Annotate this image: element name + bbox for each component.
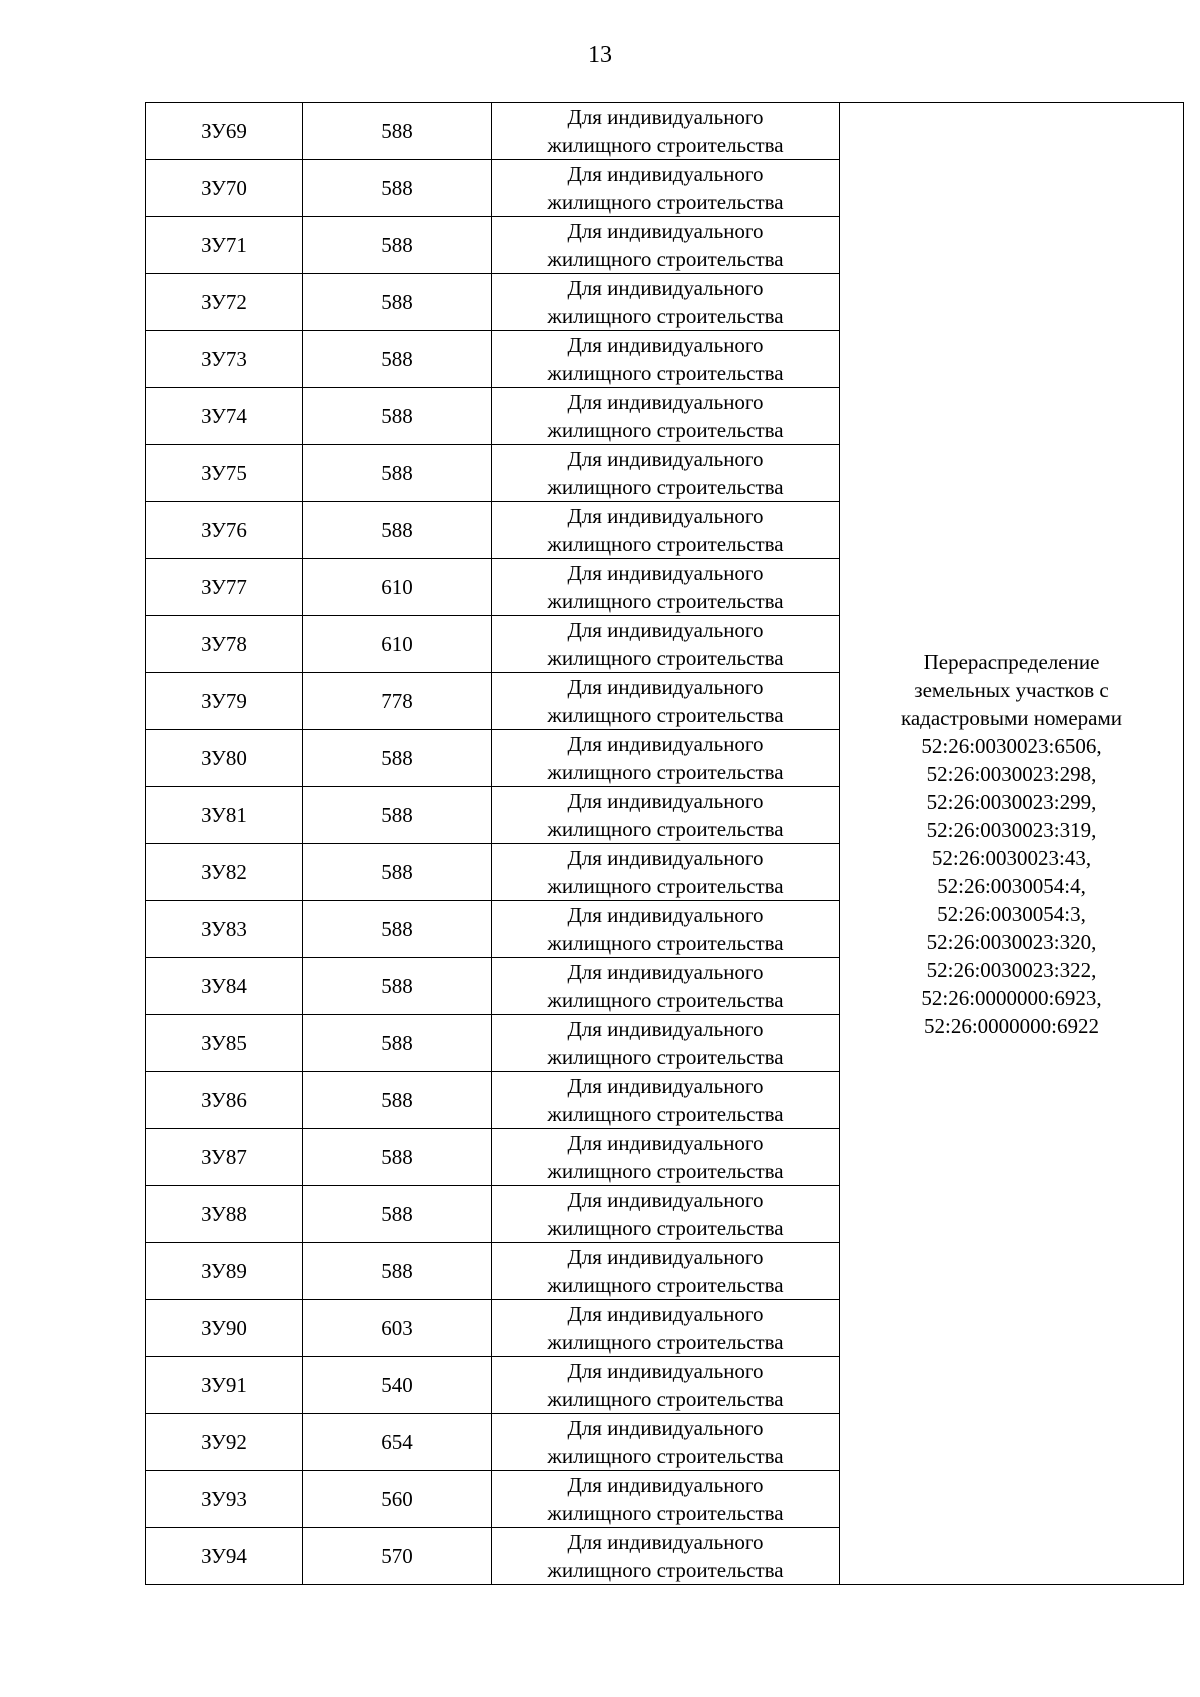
plot-use-line: Для индивидуального [567,1074,764,1098]
note-line: 52:26:0030023:322, [926,957,1097,982]
plot-use-cell [492,1072,840,1129]
plot-use-line: Для индивидуального [567,1530,764,1554]
plot-area-cell: 588 [303,844,492,901]
note-line: 52:26:0030054:4, [937,873,1086,898]
plot-use-cell [492,673,840,730]
plot-use-cell [492,1300,840,1357]
plot-id-cell: ЗУ76 [146,502,303,559]
plot-use-line: жилищного строительства [547,646,784,670]
plot-area-cell: 588 [303,502,492,559]
plot-use-cell [492,217,840,274]
plot-use-line: Для индивидуального [567,447,764,471]
plot-id-cell: ЗУ85 [146,1015,303,1072]
plot-use-line: жилищного строительства [547,1444,784,1468]
plot-use-cell [492,445,840,502]
plot-use-line: жилищного строительства [547,304,784,328]
plot-use-line: Для индивидуального [567,1302,764,1326]
plot-area-cell: 778 [303,673,492,730]
plot-area-cell: 588 [303,445,492,502]
plot-use-line: Для индивидуального [567,219,764,243]
plot-use-line: Для индивидуального [567,333,764,357]
plot-use-line: жилищного строительства [547,418,784,442]
plot-use-line: жилищного строительства [547,133,784,157]
plot-use-line: жилищного строительства [547,703,784,727]
plot-use-cell [492,616,840,673]
plot-area-cell: 588 [303,787,492,844]
plot-area-cell: 588 [303,160,492,217]
plot-id-cell: ЗУ74 [146,388,303,445]
plot-id-cell: ЗУ80 [146,730,303,787]
plot-area-cell: 603 [303,1300,492,1357]
plot-use-cell [492,103,840,160]
plot-use-line: жилищного строительства [547,1273,784,1297]
note-line: 52:26:0030023:43, [931,845,1092,870]
plot-use-line: Для индивидуального [567,960,764,984]
plot-id-cell: ЗУ93 [146,1471,303,1528]
plot-area-cell: 588 [303,730,492,787]
plot-area-cell: 588 [303,901,492,958]
plot-id-cell: ЗУ82 [146,844,303,901]
plot-area-cell: 588 [303,1015,492,1072]
plot-area-cell: 588 [303,274,492,331]
plot-id-cell: ЗУ87 [146,1129,303,1186]
plot-id-cell: ЗУ81 [146,787,303,844]
plot-use-line: жилищного строительства [547,247,784,271]
plot-use-line: Для индивидуального [567,1131,764,1155]
plot-use-cell [492,1528,840,1585]
plot-use-cell [492,787,840,844]
plot-use-cell [492,1015,840,1072]
plot-use-cell [492,958,840,1015]
plot-use-cell [492,388,840,445]
plot-use-cell [492,1243,840,1300]
plot-use-line: жилищного строительства [547,817,784,841]
plot-use-line: жилищного строительства [547,532,784,556]
plot-area-cell: 540 [303,1357,492,1414]
plot-use-line: Для индивидуального [567,789,764,813]
plot-use-line: Для индивидуального [567,903,764,927]
plot-use-cell [492,502,840,559]
plot-use-line: жилищного строительства [547,361,784,385]
plot-use-cell [492,1186,840,1243]
plot-use-line: Для индивидуального [567,390,764,414]
plot-area-cell: 610 [303,559,492,616]
plot-area-cell: 570 [303,1528,492,1585]
note-line: земельных участков с [914,677,1109,702]
note-line: Перераспределение [923,649,1100,674]
note-line: 52:26:0030023:319, [926,817,1097,842]
plot-id-cell: ЗУ90 [146,1300,303,1357]
page-number: 13 [588,42,612,68]
plot-id-cell: ЗУ83 [146,901,303,958]
plot-use-cell [492,901,840,958]
plot-id-cell: ЗУ78 [146,616,303,673]
plot-use-line: Для индивидуального [567,504,764,528]
plot-use-cell [492,160,840,217]
plot-area-cell: 588 [303,217,492,274]
plot-area-cell: 588 [303,331,492,388]
plot-use-line: жилищного строительства [547,589,784,613]
plot-use-cell [492,844,840,901]
plot-id-cell: ЗУ86 [146,1072,303,1129]
plot-area-cell: 610 [303,616,492,673]
plot-use-line: Для индивидуального [567,675,764,699]
plot-use-line: Для индивидуального [567,1245,764,1269]
plot-use-line: жилищного строительства [547,1558,784,1582]
plot-use-line: жилищного строительства [547,1045,784,1069]
plot-use-line: жилищного строительства [547,1387,784,1411]
plot-use-line: Для индивидуального [567,276,764,300]
plot-area-cell: 654 [303,1414,492,1471]
plot-use-cell [492,730,840,787]
note-line: 52:26:0030023:6506, [921,733,1102,758]
note-line: 52:26:0030023:299, [926,789,1097,814]
plot-use-cell [492,1414,840,1471]
plot-use-cell [492,274,840,331]
plot-use-line: жилищного строительства [547,1102,784,1126]
plot-use-cell [492,331,840,388]
plot-use-line: Для индивидуального [567,732,764,756]
plot-use-line: Для индивидуального [567,105,764,129]
note-line: кадастровыми номерами [900,705,1123,730]
plot-use-line: жилищного строительства [547,475,784,499]
plot-area-cell: 588 [303,388,492,445]
plot-use-line: Для индивидуального [567,1017,764,1041]
plot-use-line: Для индивидуального [567,846,764,870]
plot-use-line: Для индивидуального [567,561,764,585]
plot-use-line: жилищного строительства [547,1330,784,1354]
plot-use-line: жилищного строительства [547,1216,784,1240]
plot-use-line: Для индивидуального [567,162,764,186]
plot-area-cell: 588 [303,958,492,1015]
plot-area-cell: 588 [303,1129,492,1186]
plot-id-cell: ЗУ73 [146,331,303,388]
plot-use-line: Для индивидуального [567,1416,764,1440]
plot-use-line: жилищного строительства [547,988,784,1012]
note-line: 52:26:0030054:3, [937,901,1086,926]
plot-id-cell: ЗУ84 [146,958,303,1015]
plot-use-line: Для индивидуального [567,618,764,642]
plot-use-line: жилищного строительства [547,1159,784,1183]
plot-use-cell [492,1129,840,1186]
plot-area-cell: 588 [303,1243,492,1300]
table-row [146,103,1184,160]
plot-id-cell: ЗУ91 [146,1357,303,1414]
plot-use-line: жилищного строительства [547,1501,784,1525]
plot-id-cell: ЗУ71 [146,217,303,274]
plot-id-cell: ЗУ72 [146,274,303,331]
plot-use-line: жилищного строительства [547,931,784,955]
plot-use-cell [492,1471,840,1528]
land-plots-table [145,102,1184,1585]
plot-use-line: жилищного строительства [547,874,784,898]
plot-area-cell: 588 [303,103,492,160]
plot-use-line: Для индивидуального [567,1359,764,1383]
plot-id-cell: ЗУ88 [146,1186,303,1243]
plot-use-cell [492,1357,840,1414]
plot-use-line: Для индивидуального [567,1473,764,1497]
plot-id-cell: ЗУ79 [146,673,303,730]
plot-id-cell: ЗУ89 [146,1243,303,1300]
note-line: 52:26:0030023:320, [926,929,1097,954]
plot-area-cell: 588 [303,1186,492,1243]
note-line: 52:26:0030023:298, [926,761,1097,786]
note-line: 52:26:0000000:6923, [921,985,1102,1010]
plot-id-cell: ЗУ69 [146,103,303,160]
plot-id-cell: ЗУ77 [146,559,303,616]
plot-id-cell: ЗУ92 [146,1414,303,1471]
plot-use-line: жилищного строительства [547,190,784,214]
plot-id-cell: ЗУ94 [146,1528,303,1585]
plot-id-cell: ЗУ75 [146,445,303,502]
plot-area-cell: 588 [303,1072,492,1129]
plot-use-line: жилищного строительства [547,760,784,784]
note-line: 52:26:0000000:6922 [923,1013,1099,1038]
plot-use-cell [492,559,840,616]
plot-use-line: Для индивидуального [567,1188,764,1212]
redistribution-note-cell [840,103,1184,1585]
table-body [146,103,1184,1585]
plot-area-cell: 560 [303,1471,492,1528]
plot-id-cell: ЗУ70 [146,160,303,217]
